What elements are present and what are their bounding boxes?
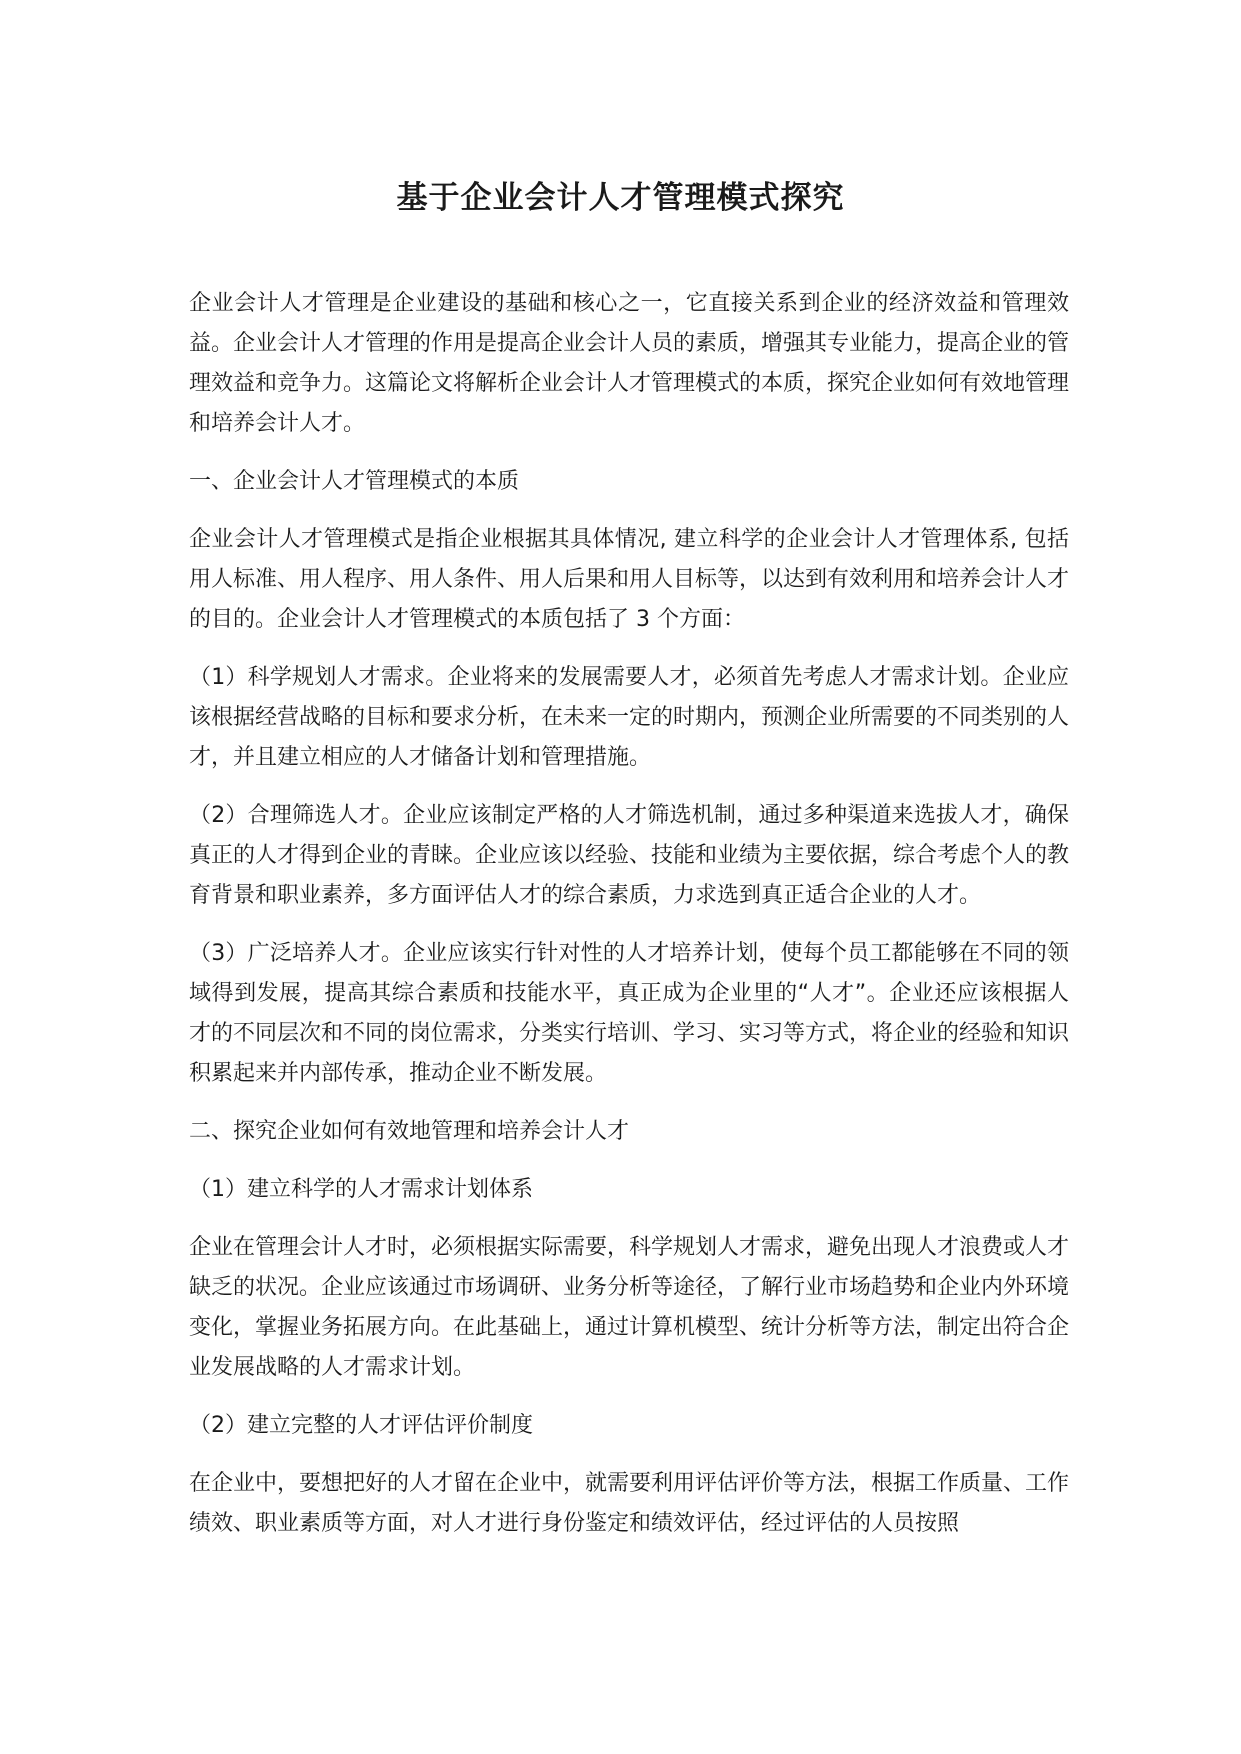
page-title: 基于企业会计人才管理模式探究: [396, 180, 845, 216]
section-2-paragraph-1: 企业在管理会计人才时，必须根据实际需要，科学规划人才需求，避免出现人才浪费或人才缺乏的状况。企业应该通过市场调研、业务分析等途径，了解行业市场趋势和企业内外环境变化，掌握业务拓展方向。在此基础上，通过计算机模型、统计分析等方法，制定出符合企业发展战略的人才需求计划。: [189, 1235, 1070, 1380]
section-2-subheading-1: （1）建立科学的人才需求计划体系: [189, 1177, 533, 1202]
section-1-item-3: （3）广泛培养人才。企业应该实行针对性的人才培养计划，使每个员工都能够在不同的领域得到发展，提高其综合素质和技能水平，真正成为企业里的“人才”。企业还应该根据人才的不同层次和不同的岗位需求，分类实行培训、学习、实习等方式，将企业的经验和知识积累起来并内部传承，推动企业不断发展。: [189, 941, 1070, 1086]
intro-paragraph: 企业会计人才管理是企业建设的基础和核心之一，它直接关系到企业的经济效益和管理效益。企业会计人才管理的作用是提高企业会计人员的素质，增强其专业能力，提高企业的管理效益和竞争力。这篇论文将解析企业会计人才管理模式的本质，探究企业如何有效地管理和培养会计人才。: [189, 291, 1070, 436]
section-1-item-2: （2）合理筛选人才。企业应该制定严格的人才筛选机制，通过多种渠道来选拔人才，确保真正的人才得到企业的青睐。企业应该以经验、技能和业绩为主要依据，综合考虑个人的教育背景和职业素养，多方面评估人才的综合素质，力求选到真正适合企业的人才。: [189, 803, 1070, 908]
document-body: [189, 284, 1069, 1562]
section-2-paragraph-2: 在企业中，要想把好的人才留在企业中，就需要利用评估评价等方法，根据工作质量、工作绩效、职业素质等方面，对人才进行身份鉴定和绩效评估，经过评估的人员按照: [189, 1471, 1070, 1536]
section-2-heading: 二、探究企业如何有效地管理和培养会计人才: [189, 1119, 630, 1144]
section-2-subheading-2: （2）建立完整的人才评估评价制度: [189, 1413, 533, 1438]
section-1-heading: 一、企业会计人才管理模式的本质: [189, 469, 520, 494]
section-1-item-1: （1）科学规划人才需求。企业将来的发展需要人才，必须首先考虑人才需求计划。企业应该根据经营战略的目标和要求分析，在未来一定的时期内，预测企业所需要的不同类别的人才，并且建立相应的人才储备计划和管理措施。: [189, 665, 1070, 770]
section-1-paragraph: 企业会计人才管理模式是指企业根据其具体情况, 建立科学的企业会计人才管理体系, 包括用人标准、用人程序、用人条件、用人后果和用人目标等，以达到有效利用和培养会计人才的目的。企业会计人才管理模式的本质包括了 3 个方面：: [189, 527, 1070, 632]
